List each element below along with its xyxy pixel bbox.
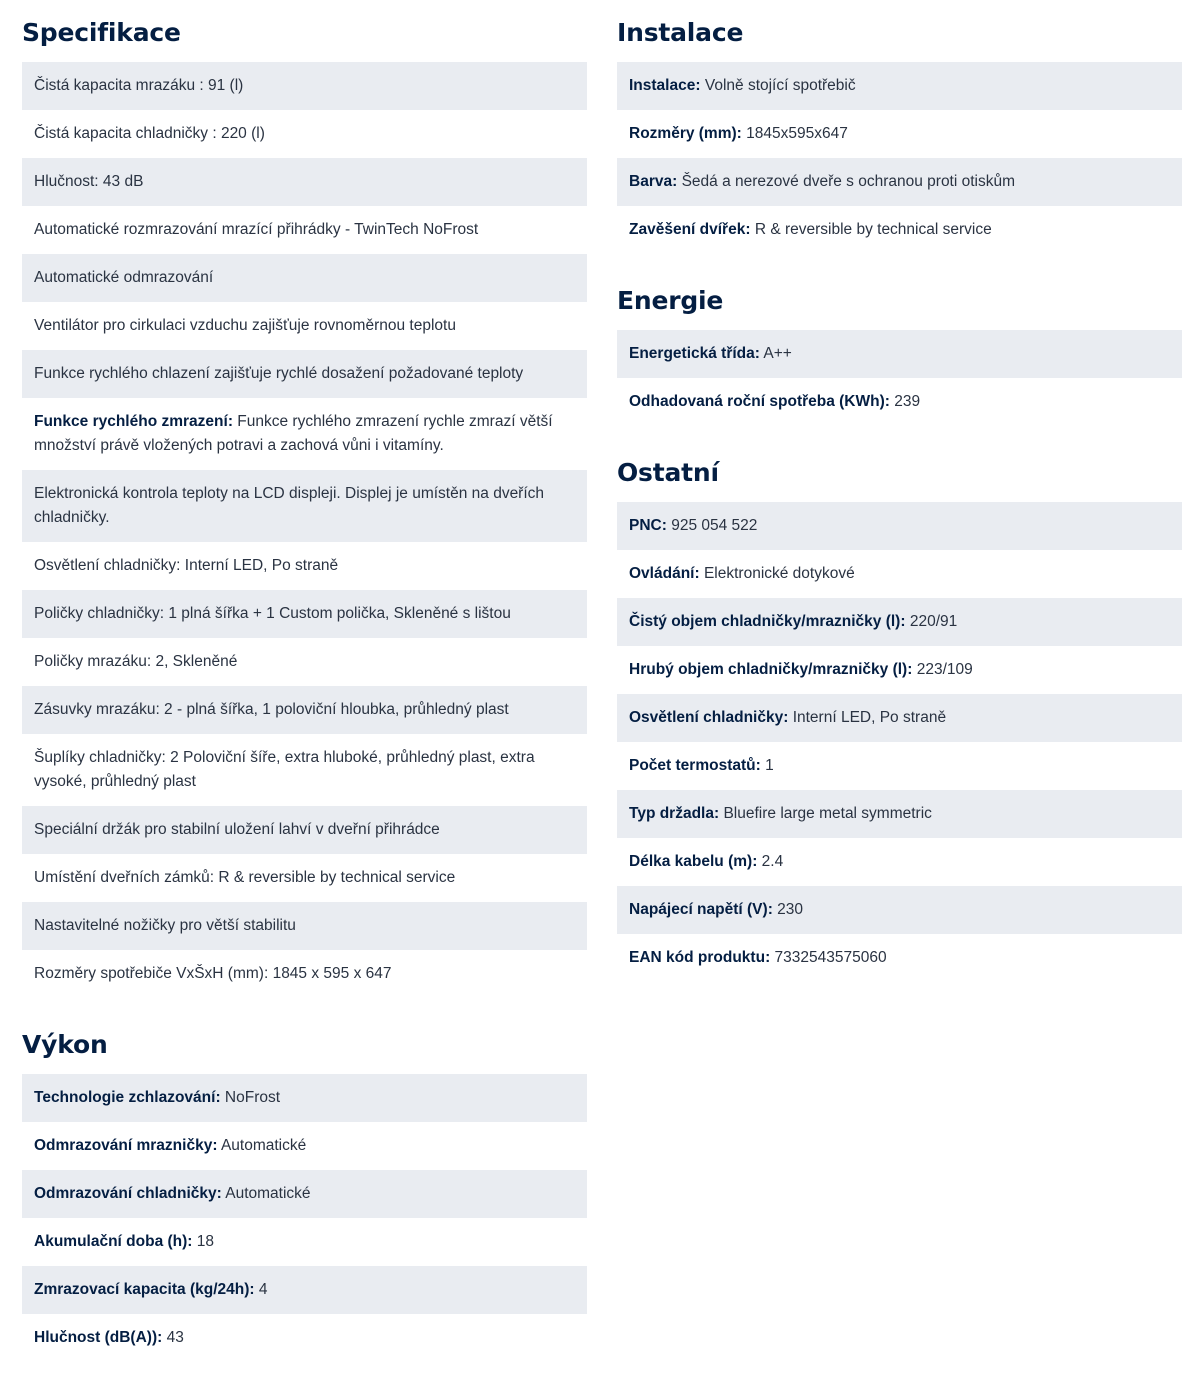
- section-title: Ostatní: [617, 458, 719, 487]
- spec-value: Elektronická kontrola teploty na LCD displeji. Displej je umístěn na dveřích chladničky.: [34, 485, 545, 526]
- spec-label: Ovládání :: [629, 565, 700, 582]
- spec-row: [617, 330, 1182, 378]
- spec-row: [22, 542, 587, 590]
- spec-value: Interní LED, Po straně: [792, 709, 947, 726]
- spec-value: Automatické: [225, 1185, 311, 1202]
- spec-row: [22, 806, 587, 854]
- spec-value: 1: [765, 757, 774, 774]
- spec-value: Čistá kapacita chladničky : 220 (l): [34, 125, 265, 142]
- spec-row: [22, 950, 587, 998]
- spec-label: Čistý objem chladničky/mrazničky (l) :: [629, 613, 906, 630]
- spec-label: Zmrazovací kapacita (kg/24h) :: [34, 1281, 255, 1298]
- spec-value: 239: [894, 393, 921, 410]
- section-energie: [617, 282, 1182, 426]
- spec-row: [617, 886, 1182, 934]
- spec-row: [22, 158, 587, 206]
- spec-row: [22, 1122, 587, 1170]
- spec-list: [617, 62, 1182, 254]
- spec-value: R & reversible by technical service: [754, 221, 992, 238]
- spec-value: Zásuvky mrazáku: 2 - plná šířka, 1 poloviční hloubka, průhledný plast: [34, 701, 509, 718]
- spec-row: [617, 378, 1182, 426]
- spec-value: Poličky chladničky: 1 plná šířka + 1 Custom polička, Skleněné s lištou: [34, 605, 511, 622]
- spec-value: Funkce rychlého zmrazení rychle zmrazí větší množství právě vložených potravi a zachová vůni i vitamíny.: [34, 413, 553, 454]
- spec-label: EAN kód produktu :: [629, 949, 770, 966]
- spec-value: Elektronické dotykové: [703, 565, 855, 582]
- spec-value: Automatické: [220, 1137, 307, 1154]
- spec-row: [617, 206, 1182, 254]
- spec-value: Poličky mrazáku: 2, Skleněné: [34, 653, 238, 670]
- spec-label: Hrubý objem chladničky/mrazničky (l) :: [629, 661, 912, 678]
- spec-label: Hlučnost (dB(A)) :: [34, 1329, 162, 1346]
- spec-row: [22, 110, 587, 158]
- spec-value: 925 054 522: [671, 517, 758, 534]
- spec-row: [617, 502, 1182, 550]
- spec-value: Hlučnost: 43 dB: [34, 173, 144, 190]
- spec-value: Nastavitelné nožičky pro větší stabilitu: [34, 917, 296, 934]
- spec-label: Instalace :: [629, 77, 701, 94]
- spec-value: 18: [196, 1233, 215, 1250]
- spec-row: [22, 206, 587, 254]
- spec-row: [617, 838, 1182, 886]
- section-vykon: [22, 1026, 587, 1362]
- section-title: Energie: [617, 286, 724, 315]
- spec-value: Osvětlení chladničky: Interní LED, Po straně: [34, 557, 339, 574]
- spec-label: Rozměry (mm) :: [629, 125, 742, 142]
- spec-value: 1845x595x647: [746, 125, 848, 142]
- spec-label: Funkce rychlého zmrazení :: [34, 413, 233, 430]
- section-title: Specifikace: [22, 18, 181, 47]
- spec-value: Bluefire large metal symmetric: [723, 805, 932, 822]
- spec-row: [22, 686, 587, 734]
- spec-label: Osvětlení chladničky :: [629, 709, 788, 726]
- spec-value: A++: [763, 345, 792, 362]
- spec-label: Technologie zchlazování :: [34, 1089, 221, 1106]
- spec-row: [22, 1314, 587, 1362]
- spec-label: Odmrazování mrazničky :: [34, 1137, 218, 1154]
- spec-list: [617, 330, 1182, 426]
- spec-value: Automatické odmrazování: [34, 269, 214, 286]
- spec-row: [617, 158, 1182, 206]
- spec-label: Délka kabelu (m) :: [629, 853, 757, 870]
- spec-value: Ventilátor pro cirkulaci vzduchu zajišťuje rovnoměrnou teplotu: [34, 317, 456, 334]
- spec-row: [617, 550, 1182, 598]
- spec-row: [22, 470, 587, 542]
- spec-label: Akumulační doba (h) :: [34, 1233, 192, 1250]
- spec-label: Zavěšení dvířek :: [629, 221, 751, 238]
- spec-row: [22, 398, 587, 470]
- spec-row: [22, 854, 587, 902]
- spec-label: Napájecí napětí (V) :: [629, 901, 773, 918]
- spec-row: [22, 254, 587, 302]
- spec-value: Čistá kapacita mrazáku : 91 (l): [34, 77, 244, 94]
- spec-row: [617, 742, 1182, 790]
- section-title: Instalace: [617, 18, 744, 47]
- spec-label: Barva :: [629, 173, 677, 190]
- spec-list: [617, 502, 1182, 982]
- spec-value: Šedá a nerezové dveře s ochranou proti otiskům: [681, 173, 1016, 190]
- spec-value: Volně stojící spotřebič: [704, 77, 856, 94]
- spec-label: Počet termostatů :: [629, 757, 761, 774]
- spec-label: Energetická třída :: [629, 345, 760, 362]
- spec-list: [22, 1074, 587, 1362]
- spec-label: Odhadovaná roční spotřeba (KWh) :: [629, 393, 890, 410]
- left-column: [22, 14, 587, 1390]
- spec-row: [617, 694, 1182, 742]
- spec-value: Funkce rychlého chlazení zajišťuje rychlé dosažení požadované teploty: [34, 365, 524, 382]
- spec-row: [22, 1074, 587, 1122]
- spec-row: [617, 934, 1182, 982]
- spec-row: [617, 790, 1182, 838]
- spec-row: [22, 302, 587, 350]
- section-instalace: [617, 14, 1182, 254]
- spec-row: [22, 1170, 587, 1218]
- spec-row: [22, 62, 587, 110]
- spec-value: 7332543575060: [774, 949, 887, 966]
- spec-row: [617, 110, 1182, 158]
- spec-list: [22, 62, 587, 998]
- spec-value: Speciální držák pro stabilní uložení lahví v dveřní přihrádce: [34, 821, 440, 838]
- right-column: [617, 14, 1182, 1010]
- spec-value: 43: [166, 1329, 184, 1346]
- spec-row: [22, 638, 587, 686]
- spec-value: Automatické rozmrazování mrazící přihrádky - TwinTech NoFrost: [34, 221, 479, 238]
- spec-label: Typ držadla :: [629, 805, 719, 822]
- spec-row: [22, 1266, 587, 1314]
- section-ostatni: [617, 454, 1182, 982]
- spec-row: [22, 1218, 587, 1266]
- spec-value: 2.4: [761, 853, 784, 870]
- spec-row: [22, 734, 587, 806]
- spec-row: [22, 590, 587, 638]
- spec-value: Rozměry spotřebiče VxŠxH (mm): 1845 x 595 x 647: [34, 965, 392, 982]
- spec-row: [617, 62, 1182, 110]
- spec-label: Odmrazování chladničky :: [34, 1185, 222, 1202]
- spec-value: 230: [777, 901, 804, 918]
- spec-value: Šuplíky chladničky: 2 Poloviční šíře, extra hluboké, průhledný plast, extra vysoké, průhledný plast: [34, 749, 535, 790]
- spec-row: [22, 902, 587, 950]
- spec-value: 220/91: [909, 613, 958, 630]
- spec-row: [617, 598, 1182, 646]
- spec-value: 4: [258, 1281, 268, 1298]
- spec-label: PNC :: [629, 517, 667, 534]
- spec-value: NoFrost: [224, 1089, 281, 1106]
- spec-row: [617, 646, 1182, 694]
- spec-value: 223/109: [916, 661, 973, 678]
- spec-row: [22, 350, 587, 398]
- section-specifikace: [22, 14, 587, 998]
- section-title: Výkon: [22, 1030, 108, 1059]
- spec-value: Umístění dveřních zámků: R & reversible by technical service: [34, 869, 456, 886]
